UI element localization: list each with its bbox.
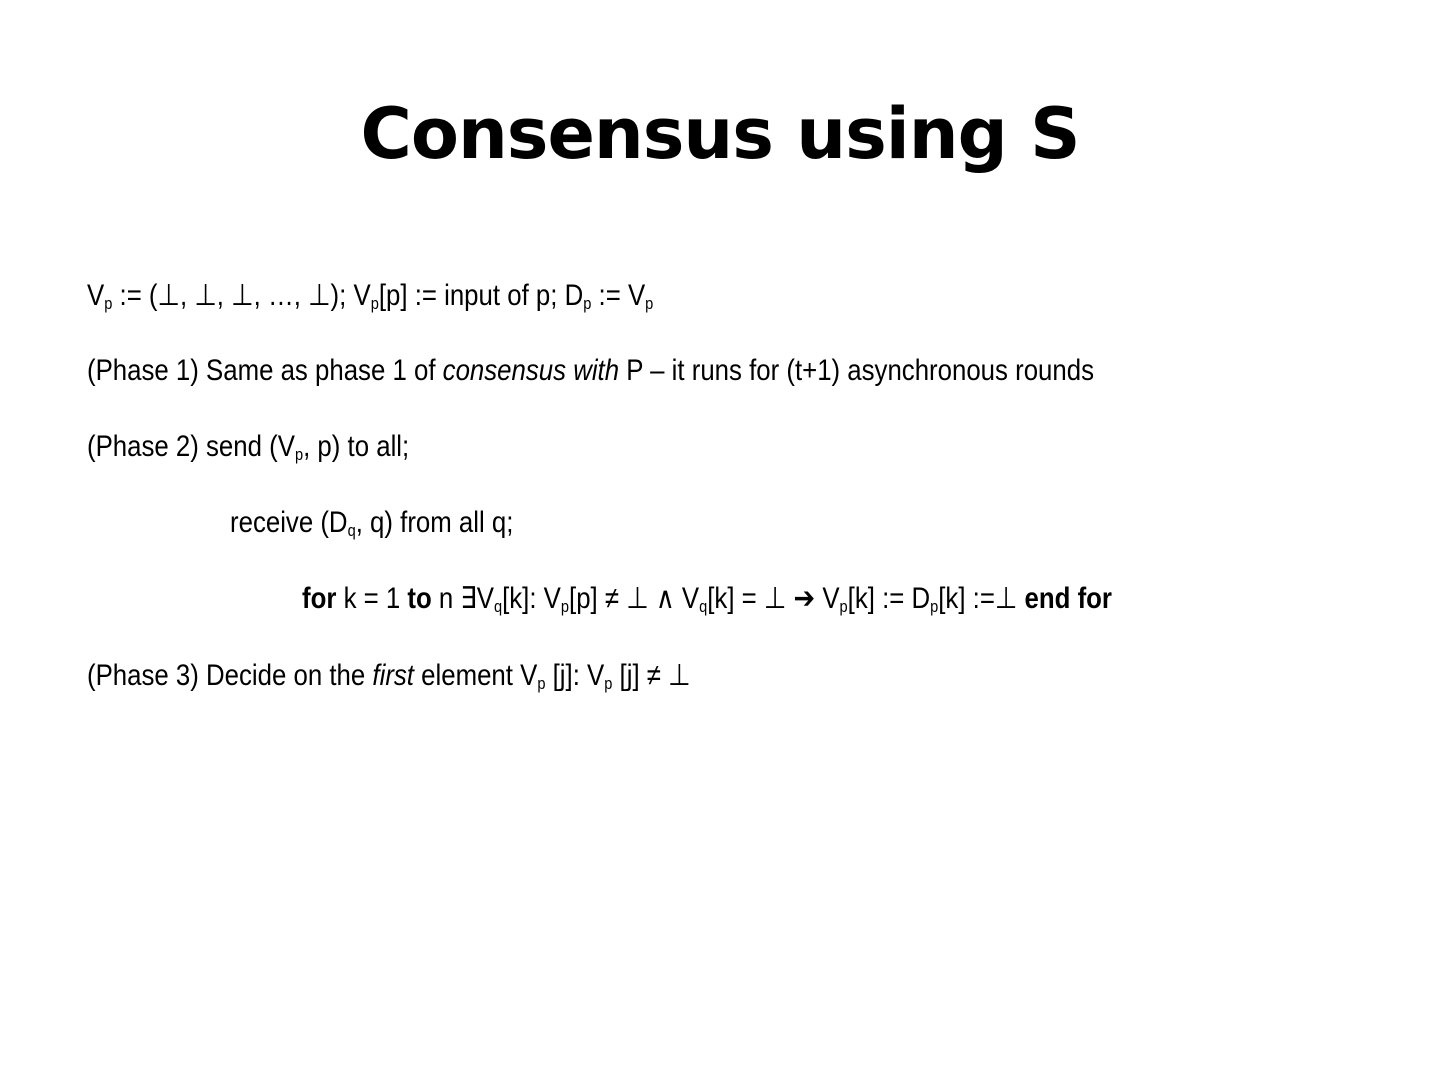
text: V [87, 279, 105, 312]
keyword-for: for [302, 582, 337, 615]
keyword-end-for: end for [1024, 582, 1112, 615]
text: (Phase 1) Same as phase 1 of [87, 354, 443, 387]
text: [k] :=⊥ [938, 582, 1025, 615]
subscript: p [104, 294, 113, 313]
text: [k] := D [847, 582, 931, 615]
text: [k]: V [502, 582, 561, 615]
phase3-line [87, 658, 691, 694]
subscript: p [537, 674, 546, 693]
subscript: p [839, 597, 848, 616]
subscript: p [370, 294, 379, 313]
text: element V [413, 659, 538, 692]
text: n ∃V [431, 582, 494, 615]
subscript: p [583, 294, 592, 313]
italic-text: first [372, 659, 414, 692]
slide-title: Consensus using S [360, 93, 1080, 175]
init-line [87, 278, 653, 314]
text: [k] = ⊥ ➔ V [707, 582, 840, 615]
subscript: p [930, 597, 939, 616]
subscript: p [560, 597, 570, 616]
text: k = 1 [336, 582, 408, 615]
italic-text: consensus with [442, 354, 620, 387]
text: P – it runs for (t+1) asynchronous rounds [619, 354, 1094, 387]
for-loop-line [302, 581, 1112, 617]
subscript: p [645, 294, 654, 313]
text: , p) to all; [303, 430, 410, 463]
phase2-receive-line [230, 505, 513, 541]
keyword-to: to [407, 582, 432, 615]
text: , q) from all q; [355, 506, 514, 539]
text: (Phase 2) send (V [87, 430, 295, 463]
subscript: q [347, 521, 356, 540]
phase1-line [87, 353, 1094, 389]
text: [j]: V [545, 659, 605, 692]
text: [p] ≠ ⊥ ∧ V [569, 582, 700, 615]
subscript: q [699, 597, 708, 616]
subscript: q [493, 597, 503, 616]
text: [j] ≠ ⊥ [612, 659, 691, 692]
subscript: p [604, 674, 613, 693]
text: receive (D [230, 506, 348, 539]
text: (Phase 3) Decide on the [87, 659, 373, 692]
phase2-send-line [87, 429, 409, 465]
subscript: p [294, 445, 304, 464]
text: := V [591, 279, 646, 312]
text: := (⊥, ⊥, ⊥, …, ⊥); V [112, 279, 371, 312]
text: [p] := input of p; D [378, 279, 584, 312]
